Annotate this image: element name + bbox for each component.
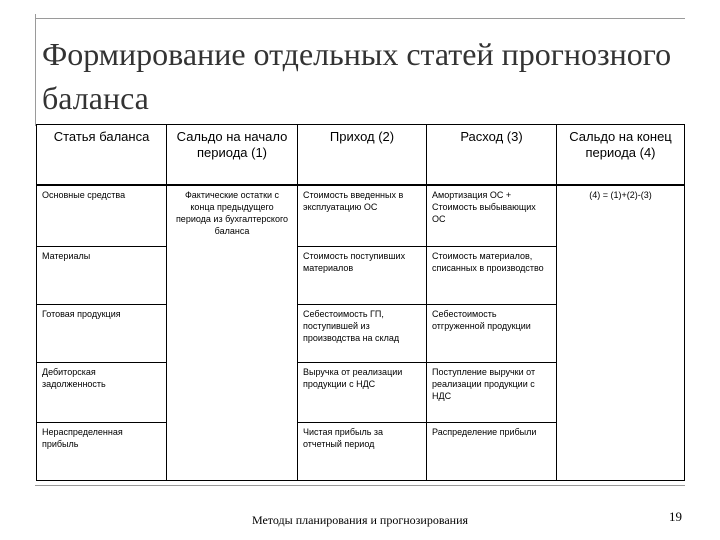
decorative-vertical-line	[35, 14, 36, 126]
slide-footer: Методы планирования и прогнозирования	[251, 513, 469, 527]
decorative-top-line	[35, 18, 685, 19]
row-income: Стоимость введенных в эксплуатацию ОС	[298, 185, 427, 247]
row-expense: Себестоимость отгруженной продукции	[427, 305, 557, 363]
balance-table	[36, 124, 685, 481]
end-balance-formula: (4) = (1)+(2)-(3)	[557, 185, 685, 481]
row-item: Основные средства	[37, 185, 167, 247]
header-item: Статья баланса	[37, 125, 167, 185]
row-expense: Амортизация ОС + Стоимость выбывающих ОС	[427, 185, 557, 247]
row-income: Чистая прибыль за отчетный период	[298, 423, 427, 481]
decorative-bottom-line	[35, 485, 685, 486]
page-number: 19	[669, 509, 682, 524]
row-item: Дебиторская задолженность	[37, 363, 167, 423]
header-start-balance: Сальдо на начало периода (1)	[167, 125, 298, 185]
table-row	[37, 185, 685, 247]
row-expense: Распределение прибыли	[427, 423, 557, 481]
header-end-balance: Сальдо на конец периода (4)	[557, 125, 685, 185]
header-expense: Расход (3)	[427, 125, 557, 185]
table-header-row	[37, 125, 685, 185]
row-income: Себестоимость ГП, поступившей из производства на склад	[298, 305, 427, 363]
slide-title: Формирование отдельных статей прогнозного баланса	[42, 36, 672, 116]
row-item: Нераспределенная прибыль	[37, 423, 167, 481]
header-income: Приход (2)	[298, 125, 427, 185]
row-expense: Стоимость материалов, списанных в производство	[427, 247, 557, 305]
row-income: Стоимость поступивших материалов	[298, 247, 427, 305]
row-item: Готовая продукция	[37, 305, 167, 363]
row-expense: Поступление выручки от реализации продукции с НДС	[427, 363, 557, 423]
start-balance-cell: Фактические остатки с конца предыдущего периода из бухгалтерского баланса	[167, 185, 298, 481]
row-item: Материалы	[37, 247, 167, 305]
row-income: Выручка от реализации продукции с НДС	[298, 363, 427, 423]
